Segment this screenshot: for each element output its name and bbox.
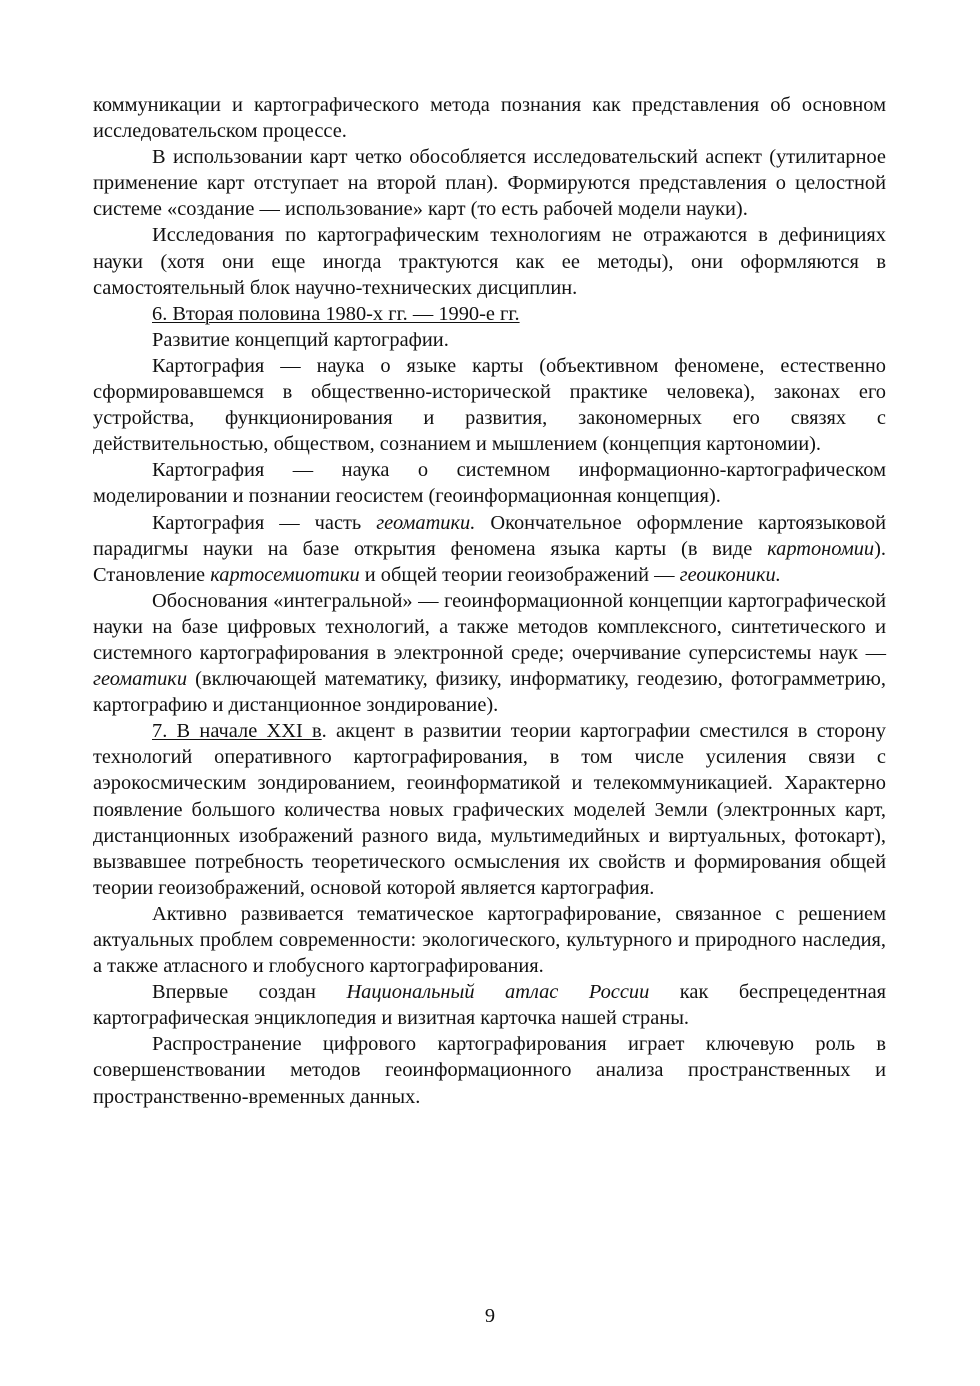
paragraph-7: Картография — наука о системном информационно-картографическом моделировании и познании геосистем (геоинформационная концепция). — [93, 459, 886, 508]
paragraph-2: В использовании карт четко обособляется исследовательский аспект (утилитарное применение карт отступает на второй план). Формируются представления о целостной системе «создание — использование» карт (то есть рабочей модели науки). — [93, 146, 886, 221]
paragraph-9 — [93, 588, 886, 718]
paragraph-3: Исследования по картографическим технологиям не отражаются в дефинициях науки (хотя они еще иногда трактуются как ее методы), они оформляются в самостоятельный блок научно-технических дисциплин. — [93, 224, 886, 299]
paragraph-12 — [93, 979, 886, 1031]
paragraph-8-part-e: ). Становление — [93, 537, 886, 586]
paragraph-8-part-a: Картография — часть — [152, 511, 377, 534]
paragraph-12-part-c: как беспрецедентная картографическая энциклопедия и визитная карточка нашей страны. — [93, 981, 887, 1030]
section-heading-6-text: 6. Вторая половина 1980-х гг. — 1990-е гг. — [152, 302, 520, 325]
term-geoiconics: геоиконики. — [679, 563, 781, 586]
paragraph-10 — [93, 718, 886, 901]
paragraph-13: Распространение цифрового картографирования играет ключевую роль в совершенствовании методов геоинформационного анализа пространственных и пространственно-временных данных. — [93, 1033, 886, 1108]
paragraph-10-part-b: . акцент в развитии теории картографии сместился в сторону технологий оперативного картографирования, в том числе усиления связи с аэрокосмическим зондированием, геоинформатикой и телекоммуникацией. Характерно появление большого количества новых графических моделей Земли (электронных карт, дистанционных изображений разного вида, мультимедийных и виртуальных, фотокарт), вызвавшее потребность теоретического осмысления их свойств и формирования общей теории геоизображений, основой которой является картография. — [93, 720, 886, 899]
term-national-atlas: Национальный атлас России — [346, 981, 650, 1004]
paragraph-8 — [93, 510, 886, 588]
paragraph-8-part-c: Окончательное оформление картоязыковой парадигмы науки на базе открытия феномена языка карты (в виде — [93, 511, 886, 560]
term-geomatics: геоматики. — [376, 511, 476, 534]
paragraph-9-part-c: (включающей математику, физику, информатику, геодезию, фотограмметрию, картографию и дистанционное зондирование). — [93, 668, 886, 717]
page-number: 9 — [484, 1305, 496, 1327]
paragraph-6: Картография — наука о языке карты (объективном феномене, естественно сформировавшемся в общественно-исторической практике человека), законах его устройства, функционирования и развития, закономерных его связях с действительностью, обществом, сознанием и мышлением (концепция картономии). — [93, 354, 886, 456]
paragraph-9-part-a: Обоснования «интегральной» — геоинформационной концепции картографической науки на базе цифровых технологий, а также методов комплексного, синтетического и системного картографирования в электронной среде; очерчивание суперсистемы наук — — [93, 589, 886, 664]
section-heading-6 — [93, 301, 886, 327]
term-geomatics-2: геоматики — [93, 668, 188, 691]
term-cartosemiotics: картосемиотики — [210, 563, 360, 586]
term-cartonomy: картономии — [767, 537, 875, 560]
paragraph-5: Развитие концепций картографии. — [152, 328, 449, 351]
section-heading-7: 7. В начале XXI в — [152, 720, 322, 743]
paragraph-8-part-g: и общей теории геоизображений — — [359, 563, 680, 586]
paragraph-11: Активно развивается тематическое картографирование, связанное с решением актуальных проблем современности: экологического, культурного и природного наследия, а также атласного и глобусного картографирования. — [93, 902, 886, 978]
page-body — [93, 92, 886, 1110]
paragraph-12-part-a: Впервые создан — [152, 981, 347, 1004]
paragraph-1: коммуникации и картографического метода познания как представления об основном исследовательском процессе. — [93, 94, 886, 143]
